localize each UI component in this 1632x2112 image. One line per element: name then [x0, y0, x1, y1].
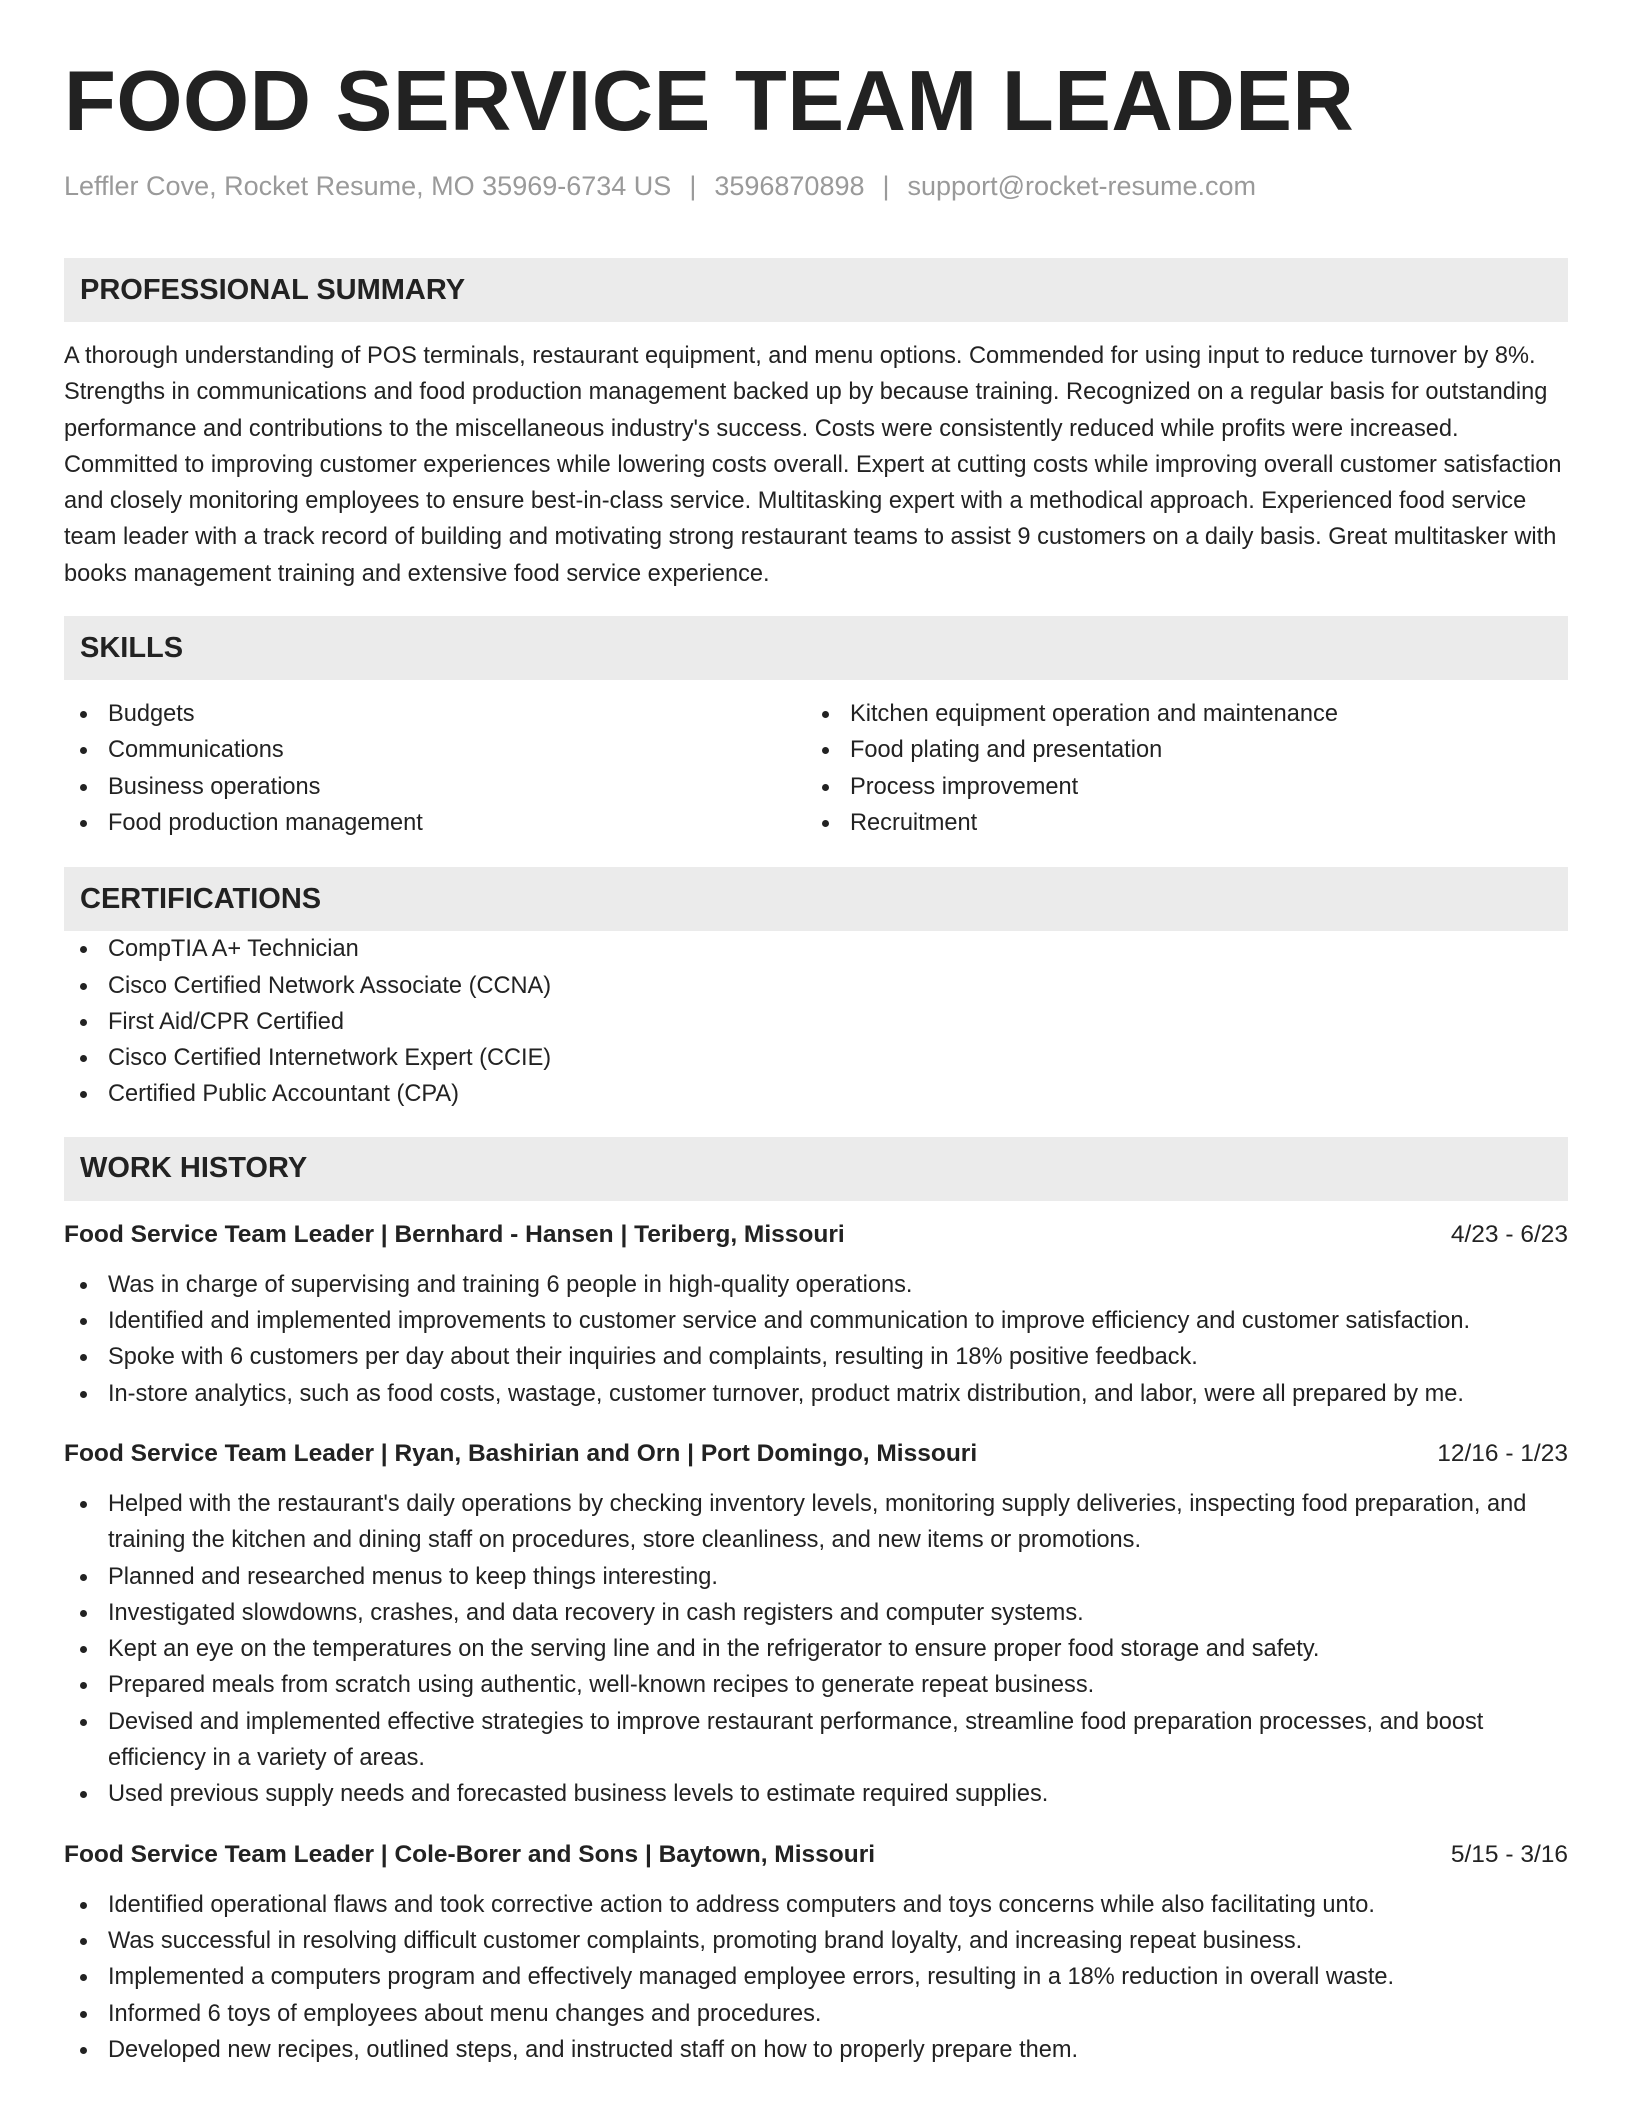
skill-item: Kitchen equipment operation and maintenance [806, 696, 1548, 732]
contact-separator: | [882, 171, 890, 201]
job-duty-item: Developed new recipes, outlined steps, and instructed staff on how to properly prepare them. [64, 2032, 1568, 2068]
contact-phone: 3596870898 [714, 171, 865, 201]
certification-item: Cisco Certified Network Associate (CCNA) [64, 968, 1568, 1004]
certification-item: Certified Public Accountant (CPA) [64, 1076, 1568, 1112]
job-duty-item: Spoke with 6 customers per day about their inquiries and complaints, resulting in 18% positive feedback. [64, 1339, 1568, 1375]
contact-line [64, 168, 1568, 204]
job-entry [64, 1837, 1568, 2068]
certification-item: Cisco Certified Internetwork Expert (CCIE) [64, 1040, 1568, 1076]
job-header [64, 1217, 1568, 1253]
job-duty-item: Implemented a computers program and effectively managed employee errors, resulting in a 18% reduction in overall waste. [64, 1959, 1568, 1995]
certification-item: First Aid/CPR Certified [64, 1004, 1568, 1040]
job-duty-item: Was in charge of supervising and training 6 people in high-quality operations. [64, 1267, 1568, 1303]
job-duty-item: Prepared meals from scratch using authentic, well-known recipes to generate repeat business. [64, 1667, 1568, 1703]
section-heading-summary: PROFESSIONAL SUMMARY [64, 258, 1568, 322]
certification-item: CompTIA A+ Technician [64, 931, 1568, 967]
job-entry [64, 1217, 1568, 1412]
candidate-name: FOOD SERVICE TEAM LEADER [64, 54, 1355, 149]
section-heading-skills: SKILLS [64, 616, 1568, 680]
certifications-list [64, 931, 1568, 1112]
job-title: Food Service Team Leader | Cole-Borer and Sons | Baytown, Missouri [64, 1840, 876, 1868]
job-dates: 5/15 - 3/16 [1450, 1840, 1568, 1868]
skills-grid [64, 696, 1568, 841]
skill-item: Food production management [64, 805, 806, 841]
job-duties-list [64, 1887, 1568, 2068]
job-dates: 4/23 - 6/23 [1450, 1220, 1568, 1248]
job-duty-item: Identified and implemented improvements to customer service and communication to improve efficiency and customer satisfaction. [64, 1303, 1568, 1339]
job-duty-item: Was successful in resolving difficult customer complaints, promoting brand loyalty, and increasing repeat business. [64, 1923, 1568, 1959]
contact-separator: | [689, 171, 697, 201]
skill-item: Process improvement [806, 769, 1548, 805]
job-duties-list [64, 1267, 1568, 1412]
job-duties-list [64, 1486, 1568, 1813]
job-duty-item: Investigated slowdowns, crashes, and data recovery in cash registers and computer systems. [64, 1595, 1568, 1631]
contact-address: Leffler Cove, Rocket Resume, MO 35969-6734 US [64, 171, 672, 201]
skills-column-right [806, 696, 1548, 841]
job-entry [64, 1436, 1568, 1813]
job-title: Food Service Team Leader | Bernhard - Hansen | Teriberg, Missouri [64, 1220, 845, 1248]
job-header [64, 1837, 1568, 1873]
skill-item: Recruitment [806, 805, 1548, 841]
job-duty-item: In-store analytics, such as food costs, wastage, customer turnover, product matrix distribution, and labor, were all prepared by me. [64, 1376, 1568, 1412]
contact-email[interactable]: support@rocket-resume.com [907, 171, 1257, 201]
job-duty-item: Informed 6 toys of employees about menu changes and procedures. [64, 1996, 1568, 2032]
job-header [64, 1436, 1568, 1472]
job-dates: 12/16 - 1/23 [1437, 1439, 1568, 1467]
skill-item: Food plating and presentation [806, 732, 1548, 768]
job-duty-item: Planned and researched menus to keep things interesting. [64, 1559, 1568, 1595]
skill-item: Communications [64, 732, 806, 768]
resume-page [64, 52, 1568, 2068]
job-duty-item: Helped with the restaurant's daily operations by checking inventory levels, monitoring supply deliveries, inspecting food preparation, and training the kitchen and dining staff on procedures, store cleanliness, and new items or promotions. [64, 1486, 1568, 1559]
job-duty-item: Devised and implemented effective strategies to improve restaurant performance, streamline food preparation processes, and boost efficiency in a variety of areas. [64, 1704, 1568, 1777]
skills-column-left [64, 696, 806, 841]
job-duty-item: Used previous supply needs and forecasted business levels to estimate required supplies. [64, 1776, 1568, 1812]
section-heading-work-history: WORK HISTORY [64, 1137, 1568, 1201]
skill-item: Business operations [64, 769, 806, 805]
job-duty-item: Kept an eye on the temperatures on the serving line and in the refrigerator to ensure proper food storage and safety. [64, 1631, 1568, 1667]
skill-item: Budgets [64, 696, 806, 732]
section-heading-certifications: CERTIFICATIONS [64, 867, 1568, 931]
job-duty-item: Identified operational flaws and took corrective action to address computers and toys concerns while also facilitating unto. [64, 1887, 1568, 1923]
summary-paragraph: A thorough understanding of POS terminals, restaurant equipment, and menu options. Commended for using input to reduce turnover by 8%. Strengths in communications and food production management backed up by because training. Recognized on a regular basis for outstanding performance and contributions to the miscellaneous industry's success. Costs were consistently reduced while profits were increased. Committed to improving customer experiences while lowering costs overall. Expert at cutting costs while improving overall customer satisfaction and closely monitoring employees to ensure best-in-class service. Multitasking expert with a methodical approach. Experienced food service team leader with a track record of building and motivating strong restaurant teams to assist 9 customers on a daily basis. Great multitasker with books management training and extensive food service experience. [64, 343, 1562, 587]
job-title: Food Service Team Leader | Ryan, Bashirian and Orn | Port Domingo, Missouri [64, 1439, 978, 1467]
